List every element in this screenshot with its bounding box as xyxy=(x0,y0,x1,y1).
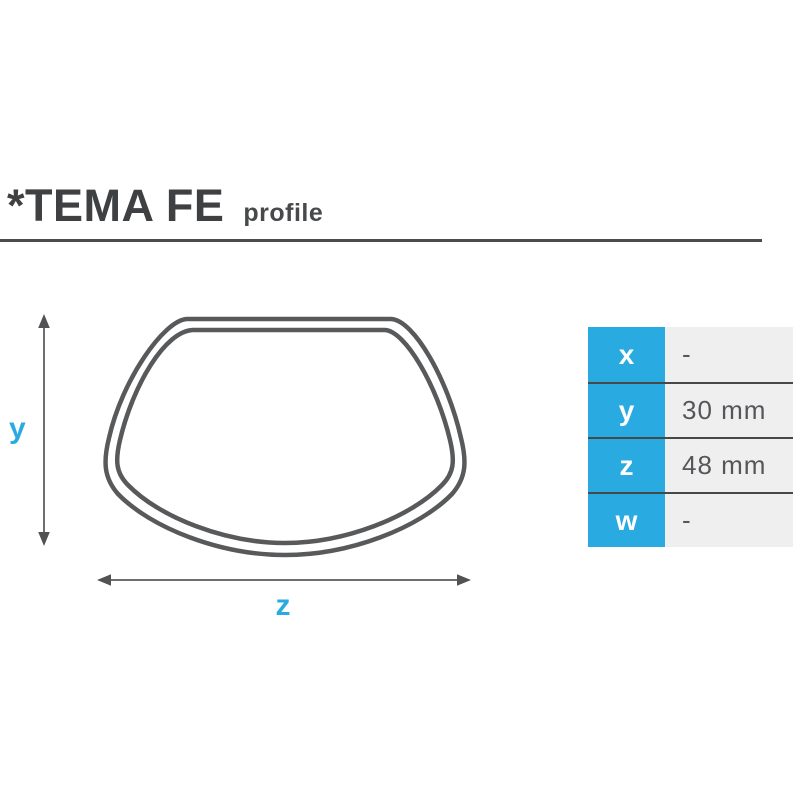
dimension-value-cell: - xyxy=(665,327,793,382)
dimensions-table xyxy=(588,327,793,547)
table-row-w xyxy=(588,492,793,547)
dimension-value-cell: - xyxy=(665,494,793,547)
table-row-y xyxy=(588,382,793,437)
dimension-label-cell: y xyxy=(588,384,665,437)
z-dimension-arrow-icon xyxy=(97,574,471,586)
table-row-z xyxy=(588,437,793,492)
page-title: *TEMA FE xyxy=(7,180,225,231)
profile-inner-outline xyxy=(117,330,453,543)
dimension-value-cell: 30 mm xyxy=(665,384,793,437)
page-subtitle: profile xyxy=(243,199,324,227)
y-arrow-label: y xyxy=(9,412,26,445)
dimension-label-cell: w xyxy=(588,494,665,547)
dimension-value-cell: 48 mm xyxy=(665,439,793,492)
y-dimension-arrow-icon xyxy=(38,314,50,546)
dimension-label-cell: z xyxy=(588,439,665,492)
table-row-x xyxy=(588,327,793,382)
z-arrow-label: z xyxy=(275,589,291,622)
dimension-label-cell: x xyxy=(588,327,665,382)
